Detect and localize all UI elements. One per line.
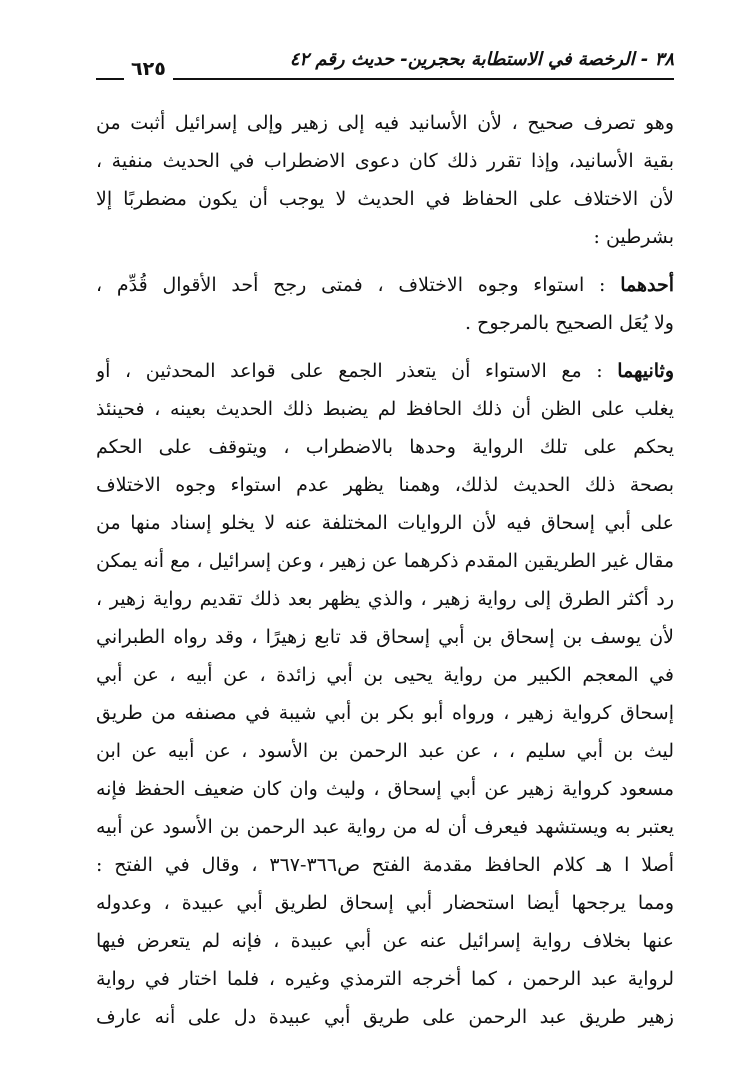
line-text: عنها بخلاف رواية إسرائيل عنه عن أبي عبيدة ، فإنه لم يتعرض فيها	[96, 930, 674, 952]
paragraph-second-condition	[96, 352, 674, 390]
line-text: يحكم على تلك الرواية وحدها بالاضطراب ، ويتوقف على الحكم	[96, 436, 674, 458]
page-number: ٦٢٥	[124, 58, 173, 80]
text-line	[96, 142, 674, 180]
running-title: ٣٨ - الرخصة في الاستطابة بحجرين- حديث رقم ٤٢	[289, 49, 674, 70]
line-text: لأن يوسف بن إسحاق بن أبي إسحاق قد تابع زهيرًا ، وقد رواه الطبراني	[96, 626, 674, 648]
text-line	[96, 884, 674, 922]
lead-term: وثانيهما	[617, 360, 674, 382]
line-text: ليث بن أبي سليم ، ، عن عبد الرحمن بن الأسود ، عن أبيه عن ابن	[96, 740, 674, 762]
line-text: لرواية عبد الرحمن ، كما أخرجه الترمذي وغيره ، فلما اختار في رواية	[96, 968, 674, 990]
text-line	[96, 694, 674, 732]
line-text: على أبي إسحاق فيه لأن الروايات المختلفة عنه لا يخلو إسناد منها من	[96, 512, 674, 534]
text-line	[96, 998, 674, 1036]
text-line	[96, 656, 674, 694]
text-line	[96, 218, 674, 256]
line-text: بقية الأسانيد، وإذا تقرر ذلك كان دعوى الاضطراب في الحديث منفية ،	[96, 150, 674, 172]
line-text: بصحة ذلك الحديث لذلك، وهمنا يظهر عدم استواء وجوه الاختلاف	[96, 474, 674, 496]
text-line	[96, 428, 674, 466]
text-line	[96, 180, 674, 218]
line-text: وهو تصرف صحيح ، لأن الأسانيد فيه إلى زهير وإلى إسرائيل أثبت من	[96, 112, 674, 134]
text-line	[96, 304, 674, 342]
line-text: في المعجم الكبير من رواية يحيى بن أبي زائدة ، عن أبيه ، عن أبي	[96, 664, 674, 686]
line-text: رد أكثر الطرق إلى رواية زهير ، والذي يظهر بعد ذلك تقديم رواية زهير ،	[96, 588, 674, 610]
line-text: يعتبر به ويستشهد فيعرف أن له من رواية عبد الرحمن بن الأسود عن أبيه	[96, 816, 674, 838]
text-line	[96, 846, 674, 884]
text-line	[96, 580, 674, 618]
line-text: أصلا ا هـ كلام الحافظ مقدمة الفتح ص٣٦٦-٣٦٧ ، وقال في الفتح :	[96, 854, 674, 876]
lead-term: أحدهما	[620, 274, 674, 296]
line-text: مقال غير الطريقين المقدم ذكرهما عن زهير ، وعن إسرائيل ، مع أنه يمكن	[96, 550, 674, 572]
line-text: بشرطين :	[593, 226, 674, 248]
paragraph-first-condition	[96, 266, 674, 304]
text-line	[96, 618, 674, 656]
line-text: إسحاق كرواية زهير ، ورواه أبو بكر بن أبي شيبة في مصنفه من طريق	[96, 702, 674, 724]
text-line	[96, 808, 674, 846]
running-header	[96, 48, 674, 80]
line-text: زهير طريق عبد الرحمن على طريق أبي عبيدة دل على أنه عارف	[96, 1006, 674, 1028]
text-line	[96, 466, 674, 504]
line-text: ولا يُعَل الصحيح بالمرجوح .	[464, 312, 674, 334]
text-line	[96, 104, 674, 142]
text-line	[96, 770, 674, 808]
text-line	[96, 732, 674, 770]
line-text: يغلب على الظن أن ذلك الحافظ لم يضبط ذلك الحديث بعينه ، فحينئذ	[96, 398, 674, 420]
text-line	[96, 960, 674, 998]
line-text: لأن الاختلاف على الحفاظ في الحديث لا يوجب أن يكون مضطربًا إلا	[96, 188, 674, 210]
text-line	[96, 542, 674, 580]
line-text: ومما يرجحها أيضا استحضار أبي إسحاق لطريق أبي عبيدة ، وعدوله	[96, 892, 674, 914]
line-text: : مع الاستواء أن يتعذر الجمع على قواعد المحدثين ، أو	[96, 360, 618, 382]
line-text: مسعود كرواية زهير عن أبي إسحاق ، وليث وان كان ضعيف الحفظ فإنه	[96, 778, 674, 800]
line-text: : استواء وجوه الاختلاف ، فمتى رجح أحد الأقوال قُدِّم ،	[96, 274, 621, 296]
body-text	[96, 104, 674, 1036]
text-line	[96, 390, 674, 428]
text-line	[96, 922, 674, 960]
text-line	[96, 504, 674, 542]
